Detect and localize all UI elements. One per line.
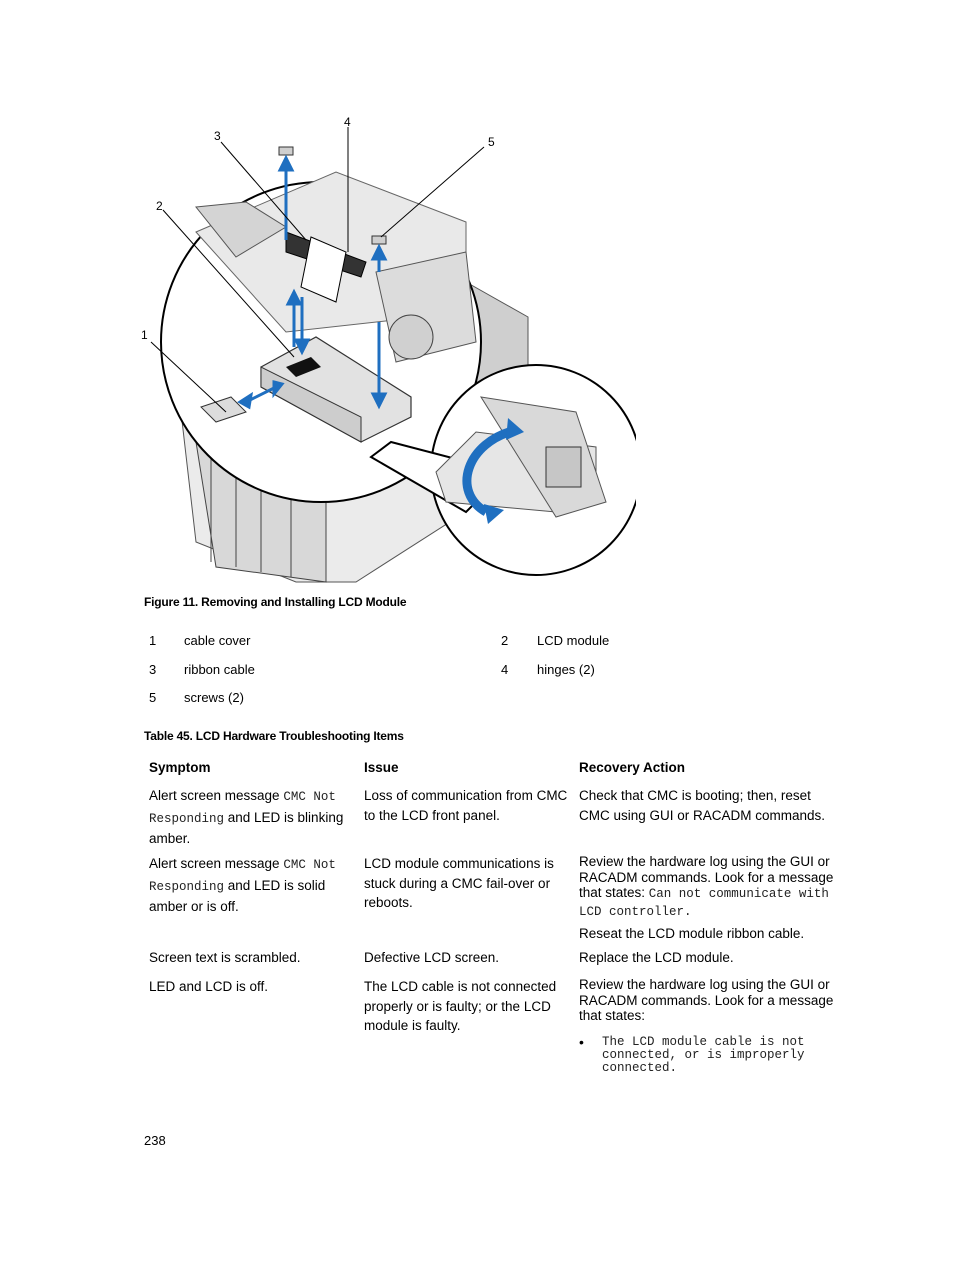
- legend-label: LCD module: [537, 633, 610, 648]
- legend-label: screws (2): [184, 690, 244, 705]
- symptom-text: and LED is solid amber or is off.: [149, 877, 326, 914]
- action-bullet: [579, 1033, 844, 1075]
- symptom-cell: Screen text is scrambled.: [149, 950, 301, 965]
- symptom-cell: [149, 786, 354, 849]
- issue-cell: Loss of communication from CMC to the LCD front panel.: [364, 788, 568, 823]
- action-cell: Check that CMC is booting; then, reset CMC using GUI or RACADM commands.: [579, 788, 826, 823]
- figure-caption: Figure 11. Removing and Installing LCD Module: [144, 595, 407, 609]
- legend-number: 5: [149, 690, 157, 705]
- legend-row: [144, 683, 816, 712]
- legend-number: 4: [501, 661, 509, 677]
- action-text: Review the hardware log using the GUI or RACADM commands. Look for a message that states:: [579, 977, 834, 1023]
- callout-3: 3: [214, 129, 221, 143]
- action-text: Review the hardware log using the GUI or RACADM commands. Look for a message that states:: [579, 854, 834, 900]
- legend-row: [144, 626, 816, 655]
- bullet-icon: •: [579, 1033, 584, 1050]
- action-code: The LCD module cable is not connected, or is improperly connected.: [602, 1034, 805, 1075]
- legend-row: [144, 655, 816, 684]
- header-issue: Issue: [364, 760, 399, 775]
- action-cell: [579, 854, 844, 948]
- legend-number: 2: [501, 633, 509, 648]
- action-cell: Replace the LCD module.: [579, 950, 734, 965]
- symptom-code: CMC Not Responding: [149, 790, 336, 826]
- symptom-text: Alert screen message: [149, 856, 284, 871]
- legend-label: hinges (2): [537, 661, 595, 677]
- callout-1: 1: [141, 328, 148, 342]
- table-caption: Table 45. LCD Hardware Troubleshooting Items: [144, 729, 404, 743]
- figure-legend: [144, 626, 816, 712]
- action-cell: [579, 977, 844, 1075]
- callout-4: 4: [344, 115, 351, 129]
- legend-number: 3: [149, 661, 157, 677]
- issue-cell: The LCD cable is not connected properly or is faulty; or the LCD module is faulty.: [364, 979, 557, 1033]
- header-recovery-action: Recovery Action: [579, 760, 686, 775]
- header-symptom: Symptom: [149, 760, 211, 775]
- lcd-module-figure: [136, 112, 636, 590]
- callout-5: 5: [488, 135, 495, 149]
- issue-cell: LCD module communications is stuck during a CMC fail-over or reboots.: [364, 856, 554, 910]
- legend-label: ribbon cable: [184, 661, 255, 677]
- action-code: Can not communicate with LCD controller.: [579, 887, 829, 919]
- page-number: 238: [144, 1133, 166, 1148]
- symptom-code: CMC Not Responding: [149, 858, 336, 894]
- callout-2: 2: [156, 199, 163, 213]
- symptom-cell: LED and LCD is off.: [149, 979, 269, 994]
- symptom-text: Alert screen message: [149, 788, 284, 803]
- symptom-text: and LED is blinking amber.: [149, 809, 344, 846]
- legend-label: cable cover: [184, 633, 251, 648]
- issue-cell: Defective LCD screen.: [364, 950, 500, 965]
- lcd-module-illustration: [136, 112, 636, 590]
- action-text: Reseat the LCD module ribbon cable.: [579, 926, 805, 941]
- symptom-cell: [149, 854, 354, 917]
- legend-number: 1: [149, 633, 157, 648]
